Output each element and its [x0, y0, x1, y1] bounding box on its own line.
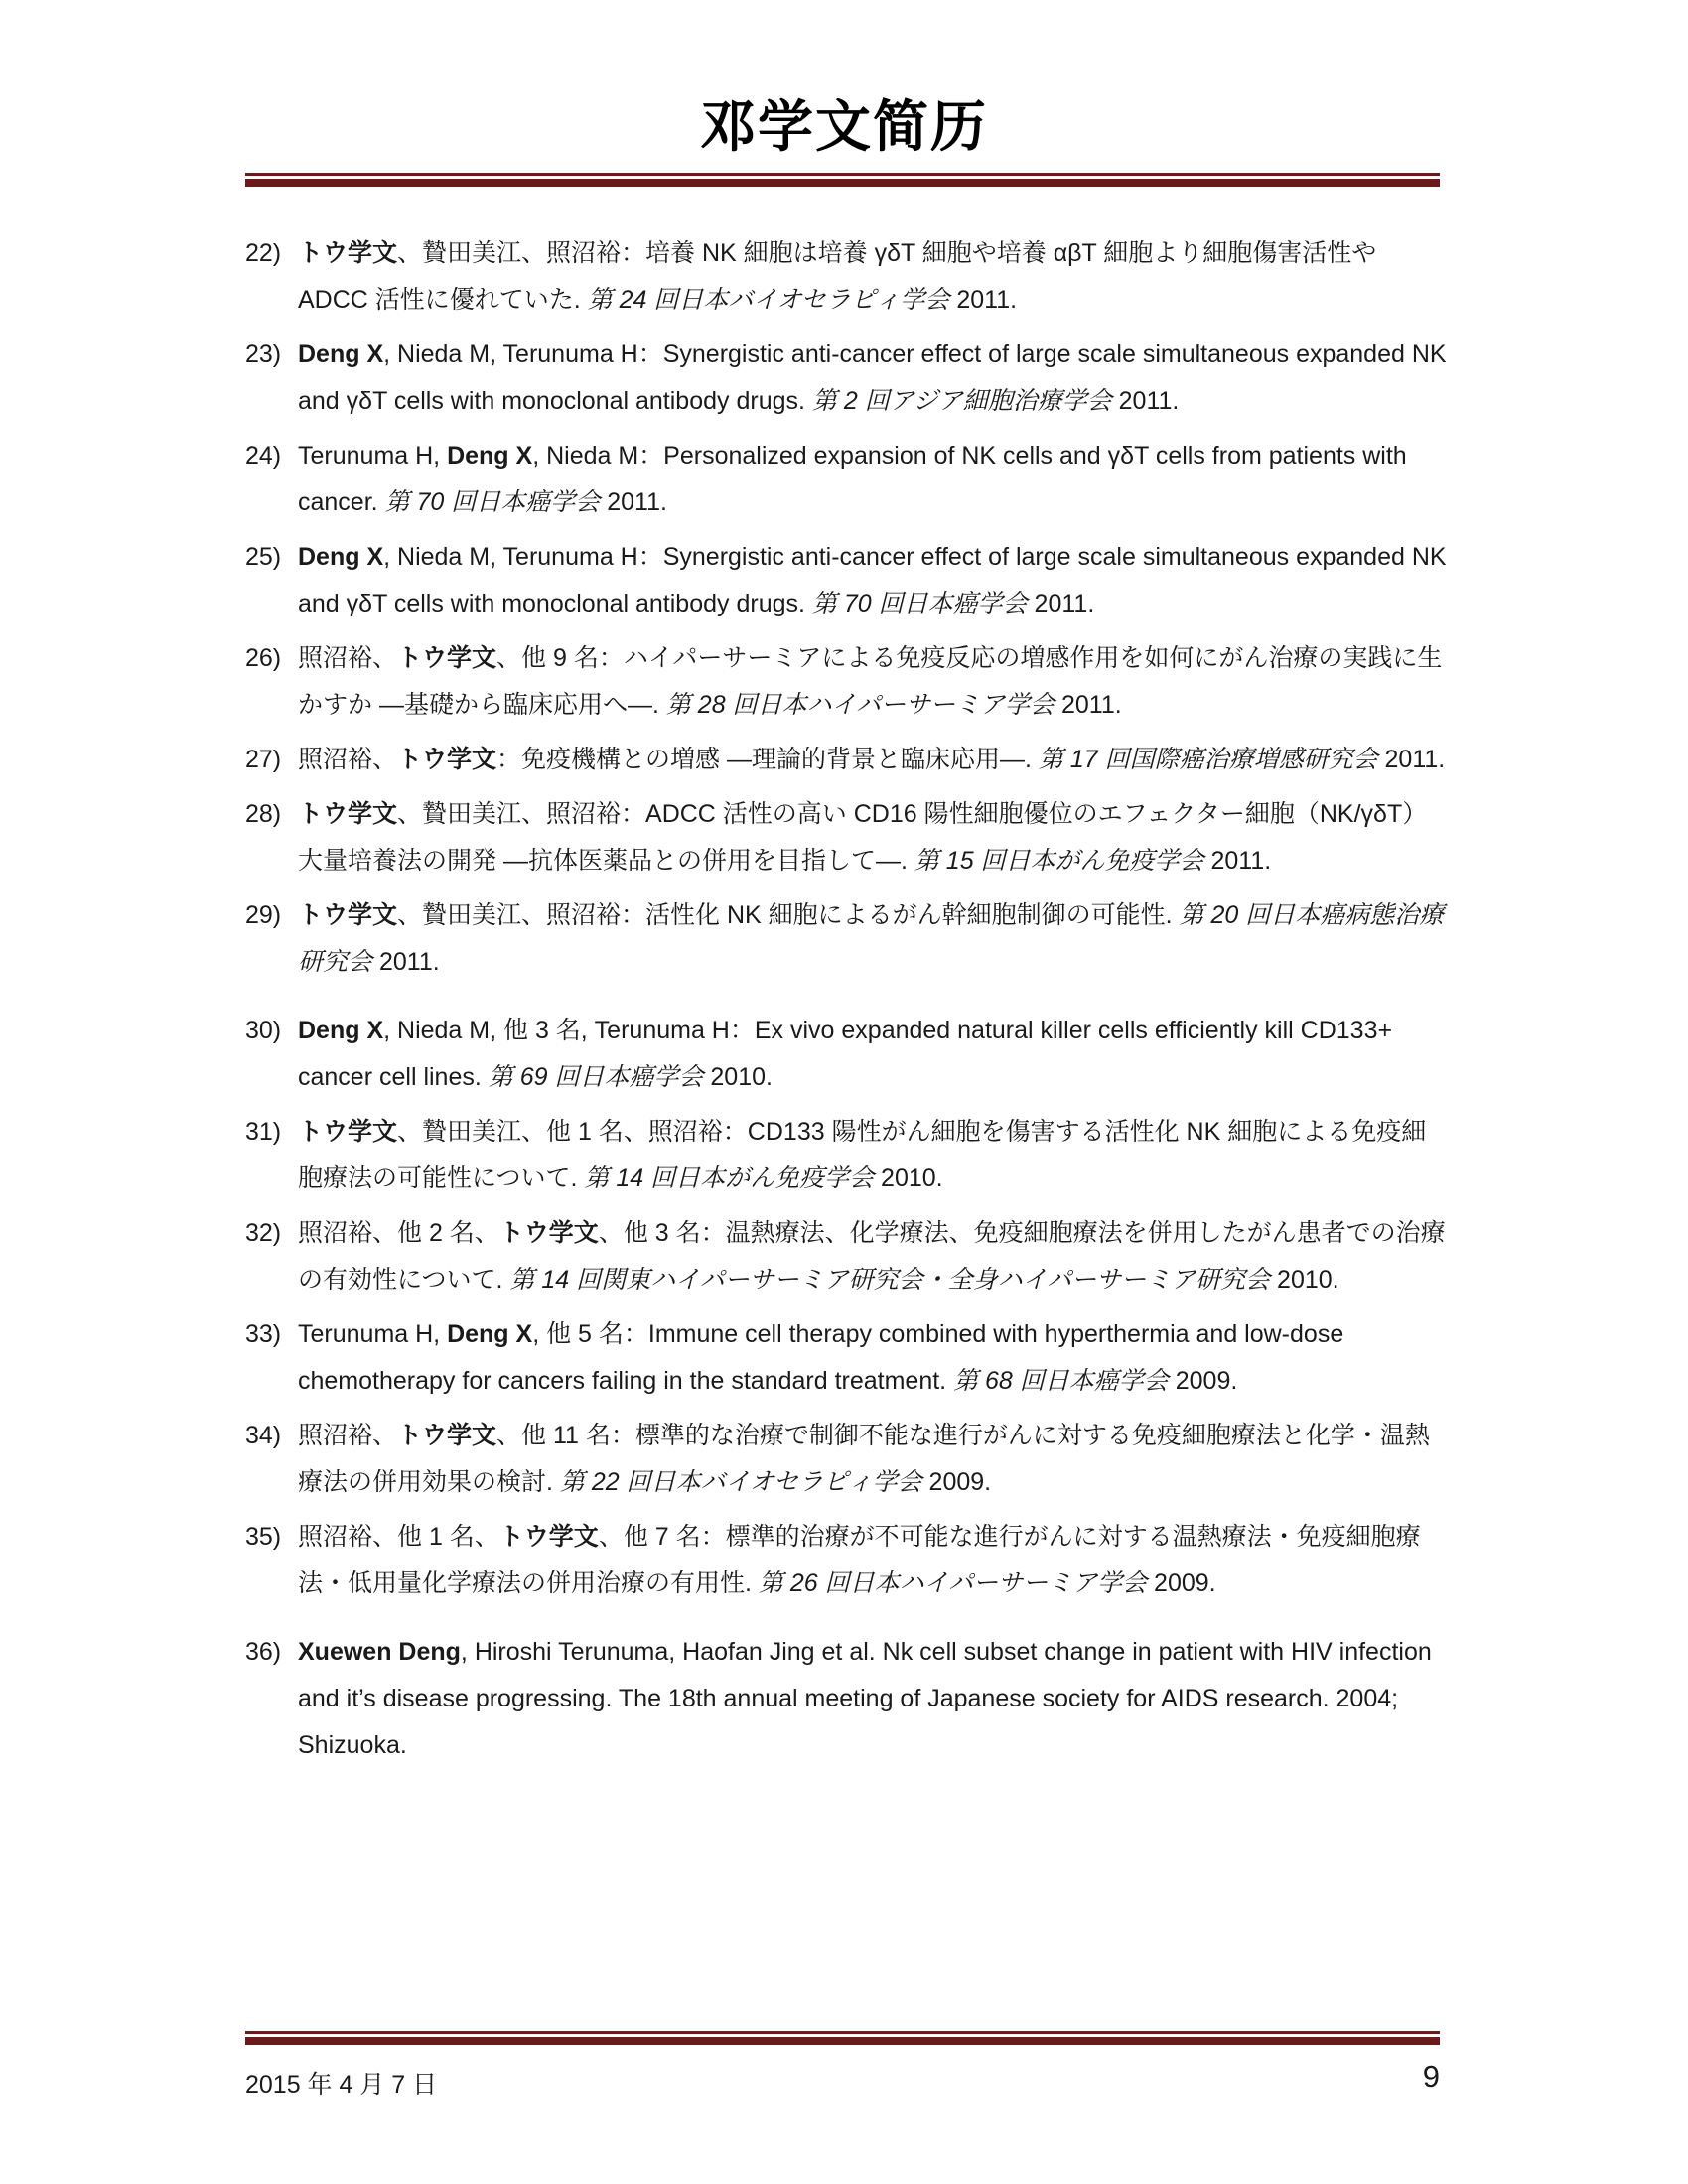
- reference-text: 2011.: [1027, 590, 1095, 617]
- reference-item: [245, 1210, 1447, 1303]
- conference-name: 第 26 回日本ハイパーサーミア学会: [758, 1570, 1148, 1597]
- author-highlight: トウ学文: [498, 1523, 599, 1551]
- page-title: 邓学文简历: [700, 94, 988, 160]
- author-highlight: トウ学文: [397, 1422, 497, 1449]
- header-rule: [245, 173, 1440, 187]
- author-highlight: トウ学文: [397, 644, 497, 672]
- reference-number: 29): [245, 901, 282, 929]
- reference-number: 31): [245, 1118, 282, 1146]
- reference-number: 35): [245, 1523, 282, 1551]
- reference-text: 照沼裕、他 1 名、: [298, 1523, 499, 1551]
- reference-text: , Nieda M, Terunuma H：Synergistic anti-cancer effect of large scale simultaneous expanded NK and γδT cells with monoclonal antibody drugs.: [298, 341, 1447, 415]
- reference-item: [245, 1311, 1447, 1405]
- reference-text: 、贄田美江、照沼裕：培養 NK 細胞は培養 γδT 細胞や培養 αβT 細胞より細胞傷害活性や ADCC 活性に優れていた.: [298, 239, 1377, 314]
- reference-text: , Nieda M, 他 3 名, Terunuma H：Ex vivo expanded natural killer cells efficiently kill CD133+ cancer cell lines.: [298, 1017, 1393, 1091]
- reference-text: 、贄田美江、他 1 名、照沼裕：CD133 陽性がん細胞を傷害する活性化 NK 細胞による免疫細胞療法の可能性について.: [298, 1118, 1427, 1192]
- reference-text: Terunuma H,: [298, 1320, 448, 1348]
- reference-text: 2010.: [1270, 1266, 1339, 1294]
- reference-text: 2011.: [1055, 691, 1122, 719]
- reference-number: 27): [245, 746, 282, 773]
- conference-name: 第 69 回日本癌学会: [488, 1063, 704, 1091]
- reference-number: 36): [245, 1638, 282, 1666]
- conference-name: 第 14 回日本がん免疫学会: [584, 1164, 875, 1192]
- reference-number: 24): [245, 442, 282, 470]
- reference-item: [245, 332, 1447, 425]
- reference-text: 2009.: [1168, 1367, 1238, 1395]
- reference-text: 2011.: [1377, 746, 1446, 773]
- conference-name: 第 28 回日本ハイパーサーミア学会: [665, 691, 1055, 719]
- reference-number: 25): [245, 543, 282, 571]
- reference-number: 22): [245, 239, 282, 267]
- author-highlight: トウ学文: [498, 1219, 599, 1247]
- reference-text: 照沼裕、: [298, 1422, 398, 1449]
- author-highlight: トウ学文: [298, 1118, 398, 1146]
- author-highlight: トウ学文: [298, 901, 398, 929]
- reference-list: [245, 230, 1447, 1777]
- reference-text: 、他 3 名：温熱療法、化学療法、免疫細胞療法を併用したがん患者での治療の有効性について.: [298, 1219, 1446, 1294]
- author-highlight: Deng X: [447, 442, 533, 470]
- conference-name: 第 15 回日本がん免疫学会: [914, 847, 1204, 875]
- reference-text: 2011.: [1111, 387, 1180, 415]
- author-highlight: トウ学文: [397, 746, 497, 773]
- reference-item: [245, 791, 1447, 885]
- reference-text: 照沼裕、: [298, 644, 398, 672]
- reference-text: , Hiroshi Terunuma, Haofan Jing et al. Nk cell subset change in patient with HIV infection and it’s disease progressing. The 18th annual meeting of Japanese society for AIDS research. 2004; Shizuoka.: [298, 1638, 1432, 1759]
- author-highlight: トウ学文: [298, 239, 398, 267]
- reference-text: 2011.: [1203, 847, 1272, 875]
- reference-text: 、他 9 名：ハイパーサーミアによる免疫反応の増感作用を如何にがん治療の実践に生かすか ―基礎から臨床応用へ―.: [298, 644, 1443, 719]
- reference-text: Terunuma H,: [298, 442, 448, 470]
- reference-text: 2010.: [703, 1063, 773, 1091]
- reference-item: [245, 1413, 1447, 1506]
- conference-name: 第 68 回日本癌学会: [953, 1367, 1169, 1395]
- reference-text: 照沼裕、他 2 名、: [298, 1219, 499, 1247]
- reference-text: ：免疫機構との増感 ―理論的背景と臨床応用―.: [496, 746, 1039, 773]
- conference-name: 第 14 回関東ハイパーサーミア研究会・全身ハイパーサーミア研究会: [509, 1266, 1271, 1294]
- reference-item: [245, 892, 1447, 986]
- reference-text: 2009.: [1147, 1570, 1216, 1597]
- author-highlight: Deng X: [447, 1320, 533, 1348]
- reference-text: , Nieda M, Terunuma H：Synergistic anti-cancer effect of large scale simultaneous expanded NK and γδT cells with monoclonal antibody drugs.: [298, 543, 1447, 617]
- footer-rule: [245, 2031, 1440, 2045]
- reference-text: 、贄田美江、照沼裕：活性化 NK 細胞によるがん幹細胞制御の可能性.: [397, 901, 1180, 929]
- reference-text: 、他 7 名：標準的治療が不可能な進行がんに対する温熱療法・免疫細胞療法・低用量化学療法の併用治療の有用性.: [298, 1523, 1421, 1597]
- reference-text: 2011.: [372, 948, 440, 976]
- author-highlight: Deng X: [298, 543, 384, 571]
- author-highlight: Xuewen Deng: [298, 1638, 461, 1666]
- page-number: 9: [1422, 2059, 1440, 2094]
- reference-text: 、他 11 名：標準的な治療で制御不能な進行がんに対する免疫細胞療法と化学・温熱療法の併用効果の検討.: [298, 1422, 1430, 1496]
- reference-number: 34): [245, 1422, 282, 1449]
- conference-name: 第 24 回日本バイオセラピィ学会: [587, 286, 950, 314]
- reference-number: 30): [245, 1017, 282, 1044]
- author-highlight: Deng X: [298, 341, 384, 368]
- reference-item: [245, 534, 1447, 627]
- reference-item: [245, 635, 1447, 729]
- reference-item: [245, 1514, 1447, 1607]
- reference-number: 32): [245, 1219, 282, 1247]
- conference-name: 第 2 回アジア細胞治療学会: [811, 387, 1112, 415]
- reference-text: 照沼裕、: [298, 746, 398, 773]
- reference-item: [245, 1109, 1447, 1202]
- reference-item: [245, 1008, 1447, 1101]
- reference-text: 2009.: [921, 1468, 992, 1496]
- conference-name: 第 17 回国際癌治療増感研究会: [1038, 746, 1378, 773]
- reference-number: 33): [245, 1320, 282, 1348]
- footer-date: 2015 年 4 月 7 日: [245, 2071, 438, 2099]
- reference-item: [245, 230, 1447, 324]
- author-highlight: トウ学文: [298, 800, 398, 828]
- conference-name: 第 70 回日本癌学会: [811, 590, 1028, 617]
- reference-text: 、贄田美江、照沼裕：ADCC 活性の高い CD16 陽性細胞優位のエフェクター細胞（NK/γδT）大量培養法の開発 ―抗体医薬品との併用を目指して―.: [298, 800, 1428, 875]
- reference-item: [245, 1629, 1447, 1769]
- reference-number: 26): [245, 644, 282, 672]
- reference-item: [245, 433, 1447, 526]
- reference-text: , 他 5 名：Immune cell therapy combined with hyperthermia and low-dose chemotherapy for cancers failing in the standard treatment.: [298, 1320, 1344, 1395]
- conference-name: 第 70 回日本癌学会: [384, 488, 601, 516]
- reference-item: [245, 737, 1447, 783]
- conference-name: 第 20 回日本癌病態治療研究会: [298, 901, 1445, 976]
- reference-text: 2011.: [600, 488, 667, 516]
- author-highlight: Deng X: [298, 1017, 384, 1044]
- reference-text: 2011.: [949, 286, 1018, 314]
- reference-text: 2010.: [874, 1164, 943, 1192]
- reference-number: 23): [245, 341, 282, 368]
- reference-number: 28): [245, 800, 282, 828]
- reference-text: , Nieda M：Personalized expansion of NK cells and γδT cells from patients with cancer.: [298, 442, 1407, 516]
- conference-name: 第 22 回日本バイオセラピィ学会: [559, 1468, 922, 1496]
